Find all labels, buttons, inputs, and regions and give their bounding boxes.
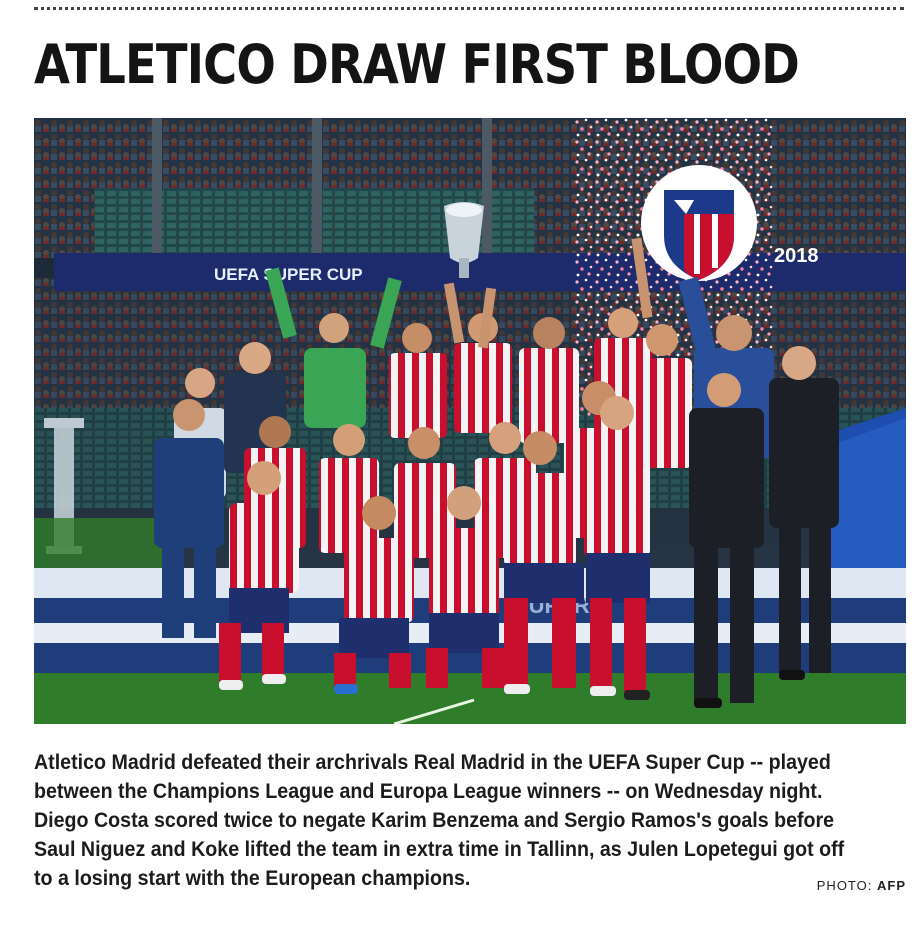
uefa-banner-text: UEFA SUPER CUP xyxy=(214,265,363,284)
team-celebration-photo xyxy=(34,118,906,724)
top-dotted-rule xyxy=(34,7,904,10)
club-crest-icon xyxy=(641,165,757,281)
banner-year-text: 2018 xyxy=(774,245,819,267)
podium-text: SUPER xyxy=(514,593,590,618)
headline: ATLETICO DRAW FIRST BLOOD xyxy=(34,33,799,96)
photo-credit-label: PHOTO: xyxy=(816,878,873,893)
photo-credit xyxy=(817,878,906,893)
photo-credit-source: AFP xyxy=(877,878,906,893)
photo-caption: Atletico Madrid defeated their archrivals Real Madrid in the UEFA Super Cup -- played between the Champions League and Europa League winners -- on Wednesday night. Diego Costa scored twice to negate Karim Benzema and Sergio Ramos's goals before Saul Niguez and Koke lifted the team in extra time in Tallinn, as Julen Lopetegui got off to a losing start with the European champions. xyxy=(34,751,845,890)
